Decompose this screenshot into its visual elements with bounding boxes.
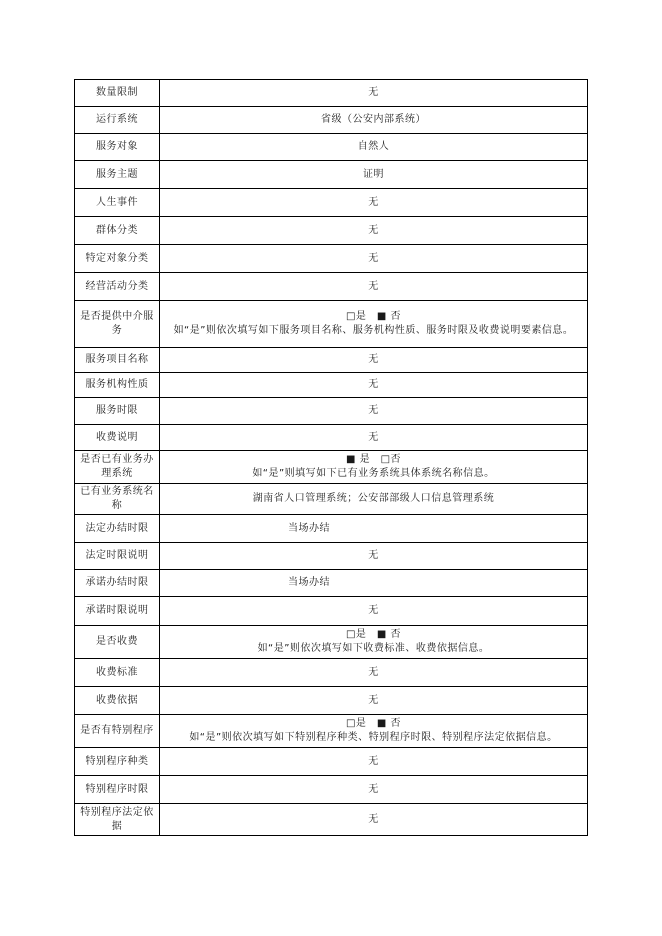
table-row bbox=[75, 107, 588, 134]
row-label: 特别程序时限 bbox=[75, 776, 160, 804]
row-label: 法定办结时限 bbox=[75, 515, 160, 543]
row-label: 是否提供中介服务 bbox=[75, 301, 160, 348]
table-row bbox=[75, 134, 588, 161]
row-label: 是否已有业务办理系统 bbox=[75, 451, 160, 484]
row-value: 无 bbox=[160, 273, 588, 301]
table-row bbox=[75, 451, 588, 484]
row-value: 无 bbox=[160, 398, 588, 425]
table-row bbox=[75, 597, 588, 626]
choice-status: ■ 是 □否 bbox=[345, 454, 402, 465]
row-value: 无 bbox=[160, 189, 588, 217]
table-row bbox=[75, 348, 588, 373]
row-value: 无 bbox=[160, 804, 588, 836]
table-row bbox=[75, 715, 588, 748]
instruction-note: 如“是”则依次填写如下收费标准、收费依据信息。 bbox=[257, 643, 490, 654]
row-value: 无 bbox=[160, 748, 588, 776]
row-label: 人生事件 bbox=[75, 189, 160, 217]
table-row bbox=[75, 301, 588, 348]
row-value: 无 bbox=[160, 217, 588, 245]
instruction-note: 如“是”则依次填写如下特别程序种类、特别程序时限、特别程序法定依据信息。 bbox=[189, 732, 558, 743]
row-value: 无 bbox=[160, 245, 588, 273]
row-label: 数量限制 bbox=[75, 80, 160, 107]
row-label: 特别程序种类 bbox=[75, 748, 160, 776]
row-value: 湖南省人口管理系统；公安部部级人口信息管理系统 bbox=[160, 484, 588, 515]
table-row bbox=[75, 161, 588, 189]
table-row bbox=[75, 748, 588, 776]
table-row bbox=[75, 659, 588, 687]
row-label: 服务时限 bbox=[75, 398, 160, 425]
table-row bbox=[75, 373, 588, 398]
row-value: 无 bbox=[160, 687, 588, 715]
row-value: 当场办结 bbox=[160, 570, 588, 597]
instruction-note: 如“是”则依次填写如下服务项目名称、服务机构性质、服务时限及收费说明要素信息。 bbox=[173, 325, 574, 336]
row-label: 群体分类 bbox=[75, 217, 160, 245]
row-value: 当场办结 bbox=[160, 515, 588, 543]
row-value: 无 bbox=[160, 425, 588, 451]
row-value bbox=[160, 626, 588, 659]
row-value: 自然人 bbox=[160, 134, 588, 161]
row-label: 服务机构性质 bbox=[75, 373, 160, 398]
table-row bbox=[75, 273, 588, 301]
instruction-note: 如“是”则填写如下已有业务系统具体系统名称信息。 bbox=[252, 468, 495, 479]
row-label: 特定对象分类 bbox=[75, 245, 160, 273]
table-row bbox=[75, 626, 588, 659]
row-label: 特别程序法定依据 bbox=[75, 804, 160, 836]
table-row bbox=[75, 245, 588, 273]
row-value: 省级（公安内部系统） bbox=[160, 107, 588, 134]
table-row bbox=[75, 804, 588, 836]
row-label: 承诺时限说明 bbox=[75, 597, 160, 626]
row-label: 服务项目名称 bbox=[75, 348, 160, 373]
row-value: 无 bbox=[160, 373, 588, 398]
row-value bbox=[160, 451, 588, 484]
row-label: 已有业务系统名称 bbox=[75, 484, 160, 515]
table-row bbox=[75, 189, 588, 217]
choice-status: □是 ■ 否 bbox=[345, 718, 402, 729]
row-value: 证明 bbox=[160, 161, 588, 189]
table-row bbox=[75, 425, 588, 451]
row-value: 无 bbox=[160, 659, 588, 687]
row-value: 无 bbox=[160, 597, 588, 626]
row-label: 承诺办结时限 bbox=[75, 570, 160, 597]
row-label: 是否收费 bbox=[75, 626, 160, 659]
row-value: 无 bbox=[160, 348, 588, 373]
row-value: 无 bbox=[160, 543, 588, 570]
table-row bbox=[75, 398, 588, 425]
row-label: 服务对象 bbox=[75, 134, 160, 161]
row-label: 是否有特别程序 bbox=[75, 715, 160, 748]
row-value: 无 bbox=[160, 80, 588, 107]
table-row bbox=[75, 515, 588, 543]
table-row bbox=[75, 80, 588, 107]
table-row bbox=[75, 570, 588, 597]
row-label: 经营活动分类 bbox=[75, 273, 160, 301]
row-label: 运行系统 bbox=[75, 107, 160, 134]
table-row bbox=[75, 217, 588, 245]
table-row bbox=[75, 543, 588, 570]
table-row bbox=[75, 687, 588, 715]
row-label: 收费依据 bbox=[75, 687, 160, 715]
table-row bbox=[75, 484, 588, 515]
row-value: 无 bbox=[160, 776, 588, 804]
row-label: 服务主题 bbox=[75, 161, 160, 189]
row-label: 法定时限说明 bbox=[75, 543, 160, 570]
service-info-table bbox=[74, 79, 588, 836]
table-row bbox=[75, 776, 588, 804]
row-value bbox=[160, 715, 588, 748]
choice-status: □是 ■ 否 bbox=[345, 629, 402, 640]
row-label: 收费标准 bbox=[75, 659, 160, 687]
row-value bbox=[160, 301, 588, 348]
row-label: 收费说明 bbox=[75, 425, 160, 451]
choice-status: □是 ■ 否 bbox=[345, 311, 402, 322]
